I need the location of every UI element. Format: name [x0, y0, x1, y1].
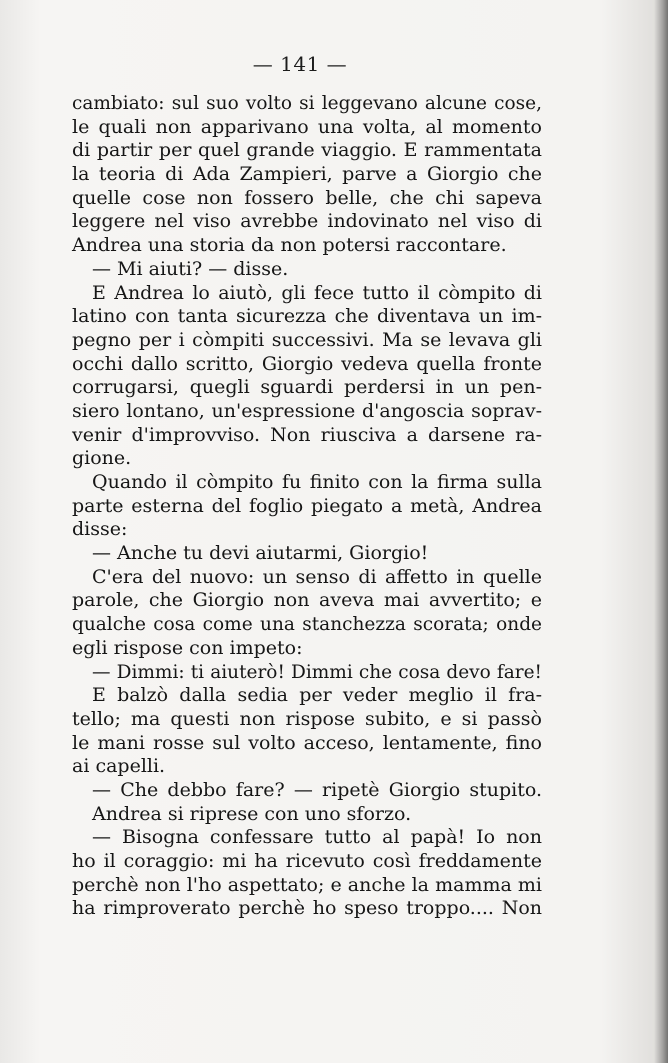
text-line: C'era del nuovo: un senso di affetto in quelle: [92, 565, 542, 588]
text-line: cambiato: sul suo volto si leggevano alcune cose,: [72, 93, 542, 114]
page-number: — 141 —: [252, 52, 348, 76]
text-line: occhi dallo scritto, Giorgio vedeva quella fronte: [72, 352, 542, 375]
text-line: Andrea una storia da non potersi raccontare.: [72, 234, 507, 257]
text-line: E balzò dalla sedia per veder meglio il fra-: [92, 684, 542, 707]
text-line: Quando il còmpito fu finito con la firma sulla: [92, 471, 542, 493]
text-line: le mani rosse sul volto acceso, lentamente, fino: [72, 731, 542, 754]
text-line: le quali non apparivano una volta, al momento: [72, 115, 542, 138]
text-line: — Mi aiuti? — disse.: [92, 257, 289, 280]
page-edge-shadow: [654, 0, 668, 1063]
text-line: gione.: [72, 447, 132, 470]
text-line: la teoria di Ada Zampieri, parve a Giorgio che: [72, 163, 542, 186]
text-line: tello; ma questi non rispose subito, e si passò: [72, 707, 542, 730]
text-line: quelle cose non fossero belle, che chi sapeva: [72, 186, 542, 209]
text-line: — Bisogna confessare tutto al papà! Io non: [92, 826, 542, 849]
text-line: ho il coraggio: mi ha ricevuto così freddamente: [72, 850, 542, 872]
text-line: egli rispose con impeto:: [72, 636, 303, 659]
text-line: siero lontano, un'espressione d'angoscia soprav-: [72, 399, 542, 422]
text-line: perchè non l'ho aspettato; e anche la mamma mi: [72, 873, 542, 896]
text-line: di partir per quel grande viaggio. E rammentata: [72, 139, 542, 162]
text-line: — Anche tu devi aiutarmi, Giorgio!: [92, 542, 429, 565]
text-line: corrugarsi, quegli sguardi perdersi in un pen-: [72, 376, 542, 399]
text-line: leggere nel viso avrebbe indovinato nel viso di: [72, 210, 542, 233]
text-line: — Dimmi: ti aiuterò! Dimmi che cosa devo fare!: [92, 661, 542, 683]
text-line: Andrea si riprese con uno sforzo.: [92, 802, 412, 825]
text-line: — Che debbo fare? — ripetè Giorgio stupito.: [92, 778, 542, 801]
text-line: parole, che Giorgio non aveva mai avvertito; e: [72, 589, 542, 612]
text-line: pegno per i còmpiti successivi. Ma se levava gli: [72, 328, 542, 351]
text-line: parte esterna del foglio piegato a metà, Andrea: [72, 494, 542, 517]
text-line: qualche cosa come una stanchezza scorata; onde: [72, 614, 542, 636]
body-text: [72, 92, 542, 921]
text-line: ha rimproverato perchè ho speso troppo.... Non: [72, 897, 542, 920]
text-line: latino con tanta sicurezza che diventava un im-: [72, 305, 542, 328]
text-line: E Andrea lo aiutò, gli fece tutto il còmpito di: [92, 281, 542, 304]
text-line: ai capelli.: [72, 755, 166, 778]
text-line: venir d'improvviso. Non riusciva a darsene ra-: [72, 423, 542, 446]
text-line: disse:: [72, 518, 128, 541]
